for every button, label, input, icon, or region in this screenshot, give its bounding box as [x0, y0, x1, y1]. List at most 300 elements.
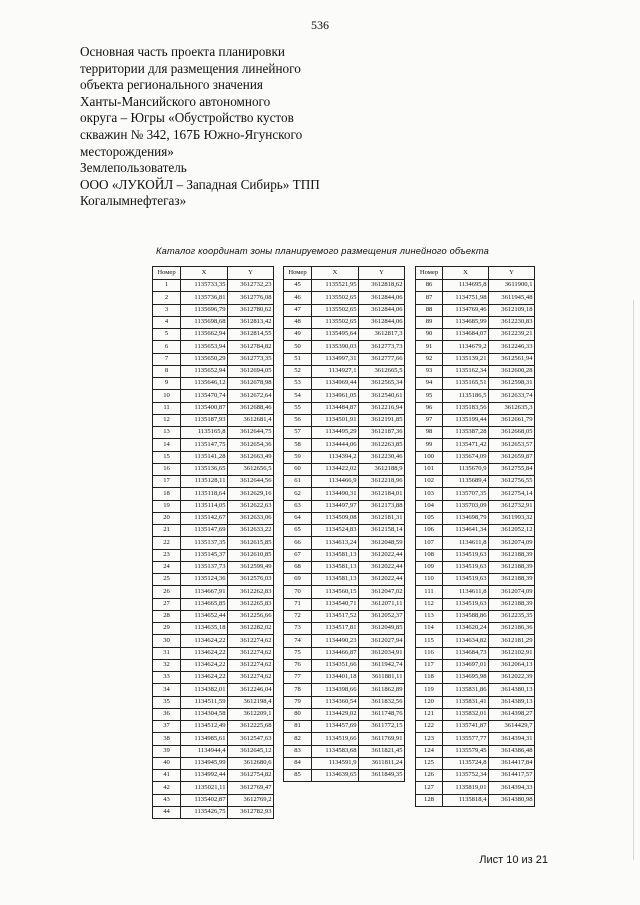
x-coordinate-cell: 1134484,87	[312, 402, 359, 414]
x-coordinate-cell: 1134466,9	[312, 476, 359, 488]
table-row	[153, 512, 274, 524]
column-header-x: X	[443, 267, 489, 280]
y-coordinate-cell: 3612282,02	[228, 623, 274, 635]
table-row	[284, 365, 405, 377]
y-coordinate-cell: 3612209,1	[228, 708, 274, 720]
table-row	[284, 304, 405, 316]
x-coordinate-cell: 1134540,71	[312, 598, 359, 610]
point-number-cell: 66	[284, 537, 312, 549]
table-row	[153, 623, 274, 635]
point-number-cell: 75	[284, 647, 312, 659]
table-row	[284, 402, 405, 414]
x-coordinate-cell: 1134641,34	[443, 525, 489, 537]
table-row	[284, 721, 405, 733]
table-row	[153, 316, 274, 328]
y-coordinate-cell: 3614394,33	[489, 782, 535, 794]
table-row	[153, 365, 274, 377]
point-number-cell: 15	[153, 451, 181, 463]
x-coordinate-cell: 1135698,68	[181, 316, 228, 328]
point-number-cell: 37	[153, 721, 181, 733]
x-coordinate-cell: 1135646,12	[181, 378, 228, 390]
y-coordinate-cell: 3612678,98	[228, 378, 274, 390]
point-number-cell: 71	[284, 598, 312, 610]
table-row	[416, 561, 535, 573]
y-coordinate-cell: 3612784,82	[228, 341, 274, 353]
table-row	[153, 476, 274, 488]
point-number-cell: 117	[416, 659, 443, 671]
y-coordinate-cell: 3612769,2	[228, 794, 274, 806]
x-coordinate-cell: 1134685,99	[443, 316, 489, 328]
x-coordinate-cell: 1134519,63	[443, 549, 489, 561]
table-row	[416, 708, 535, 720]
table-row	[153, 708, 274, 720]
x-coordinate-cell: 1135653,94	[181, 341, 228, 353]
table-row	[416, 794, 535, 806]
y-coordinate-cell: 3612274,62	[228, 672, 274, 684]
table-row	[284, 316, 405, 328]
y-coordinate-cell: 3612216,94	[359, 402, 405, 414]
table-row	[153, 635, 274, 647]
y-coordinate-cell: 3611748,76	[359, 708, 405, 720]
y-coordinate-cell: 3612780,62	[228, 304, 274, 316]
point-number-cell: 19	[153, 500, 181, 512]
y-coordinate-cell: 3612547,63	[228, 733, 274, 745]
table-row	[284, 708, 405, 720]
x-coordinate-cell: 1134679,2	[443, 341, 489, 353]
y-coordinate-cell: 3611772,15	[359, 721, 405, 733]
y-coordinate-cell: 3612598,31	[489, 378, 535, 390]
title-line: ООО «ЛУКОЙЛ – Западная Сибирь» ТПП	[80, 176, 320, 192]
y-coordinate-cell: 3612732,91	[489, 500, 535, 512]
x-coordinate-cell: 1135741,87	[443, 721, 489, 733]
point-number-cell: 13	[153, 427, 181, 439]
y-coordinate-cell: 3612191,85	[359, 414, 405, 426]
coordinates-table-2	[283, 266, 405, 782]
point-number-cell: 62	[284, 488, 312, 500]
x-coordinate-cell: 1135137,73	[181, 561, 228, 573]
x-coordinate-cell: 1135187,93	[181, 414, 228, 426]
point-number-cell: 73	[284, 623, 312, 635]
x-coordinate-cell: 1135124,36	[181, 574, 228, 586]
x-coordinate-cell: 1134519,63	[443, 598, 489, 610]
x-coordinate-cell: 1134684,73	[443, 647, 489, 659]
x-coordinate-cell: 1134588,86	[443, 610, 489, 622]
point-number-cell: 86	[416, 280, 443, 292]
y-coordinate-cell: 3612102,91	[489, 647, 535, 659]
x-coordinate-cell: 1135502,65	[312, 316, 359, 328]
point-number-cell: 77	[284, 672, 312, 684]
y-coordinate-cell: 3612615,85	[228, 537, 274, 549]
table-row	[284, 672, 405, 684]
table-row	[284, 451, 405, 463]
table-row	[284, 341, 405, 353]
x-coordinate-cell: 1134466,87	[312, 647, 359, 659]
y-coordinate-cell: 3612610,85	[228, 549, 274, 561]
y-coordinate-cell: 3612776,08	[228, 292, 274, 304]
x-coordinate-cell: 1134517,52	[312, 610, 359, 622]
point-number-cell: 18	[153, 488, 181, 500]
table-row	[416, 721, 535, 733]
table-row	[153, 390, 274, 402]
y-coordinate-cell: 3612048,59	[359, 537, 405, 549]
x-coordinate-cell: 1134519,66	[312, 733, 359, 745]
x-coordinate-cell: 1134624,22	[181, 659, 228, 671]
x-coordinate-cell: 1135141,28	[181, 451, 228, 463]
x-coordinate-cell: 1135703,09	[443, 500, 489, 512]
point-number-cell: 111	[416, 586, 443, 598]
point-number-cell: 60	[284, 463, 312, 475]
y-coordinate-cell: 3614398,27	[489, 708, 535, 720]
point-number-cell: 124	[416, 745, 443, 757]
point-number-cell: 78	[284, 684, 312, 696]
x-coordinate-cell: 1134695,8	[443, 280, 489, 292]
x-coordinate-cell: 1134613,24	[312, 537, 359, 549]
table-row	[284, 525, 405, 537]
table-row	[284, 610, 405, 622]
y-coordinate-cell: 3612844,06	[359, 316, 405, 328]
y-coordinate-cell: 3612186,36	[489, 623, 535, 635]
table-row	[416, 390, 535, 402]
table-row	[416, 574, 535, 586]
table-row	[153, 463, 274, 475]
point-number-cell: 6	[153, 341, 181, 353]
x-coordinate-cell: 1134634,82	[443, 635, 489, 647]
point-number-cell: 123	[416, 733, 443, 745]
y-coordinate-cell: 3612656,5	[228, 463, 274, 475]
x-coordinate-cell: 1135819,01	[443, 782, 489, 794]
title-line: Землепользователь	[80, 160, 187, 176]
point-number-cell: 90	[416, 329, 443, 341]
point-number-cell: 110	[416, 574, 443, 586]
x-coordinate-cell: 1134495,29	[312, 427, 359, 439]
x-coordinate-cell: 1135136,65	[181, 463, 228, 475]
y-coordinate-cell: 3612274,62	[228, 635, 274, 647]
x-coordinate-cell: 1134497,97	[312, 500, 359, 512]
x-coordinate-cell: 1134519,63	[443, 561, 489, 573]
x-coordinate-cell: 1134969,44	[312, 378, 359, 390]
point-number-cell: 80	[284, 708, 312, 720]
y-coordinate-cell: 3612756,55	[489, 476, 535, 488]
point-number-cell: 1	[153, 280, 181, 292]
column-header-x: X	[181, 267, 228, 280]
x-coordinate-cell: 1134382,01	[181, 684, 228, 696]
point-number-cell: 9	[153, 378, 181, 390]
table-row	[153, 610, 274, 622]
point-number-cell: 24	[153, 561, 181, 573]
x-coordinate-cell: 1134611,8	[443, 586, 489, 598]
x-coordinate-cell: 1135736,81	[181, 292, 228, 304]
table-row	[284, 623, 405, 635]
column-header-number: Номер	[153, 267, 181, 280]
y-coordinate-cell: 3612633,74	[489, 390, 535, 402]
y-coordinate-cell: 3612663,49	[228, 451, 274, 463]
point-number-cell: 89	[416, 316, 443, 328]
table-row	[153, 561, 274, 573]
point-number-cell: 107	[416, 537, 443, 549]
y-coordinate-cell: 3612047,02	[359, 586, 405, 598]
x-coordinate-cell: 1134401,18	[312, 672, 359, 684]
x-coordinate-cell: 1135470,74	[181, 390, 228, 402]
x-coordinate-cell: 1134624,22	[181, 647, 228, 659]
title-line: территории для размещения линейного	[80, 60, 301, 76]
point-number-cell: 36	[153, 708, 181, 720]
point-number-cell: 102	[416, 476, 443, 488]
point-number-cell: 45	[284, 280, 312, 292]
point-number-cell: 104	[416, 500, 443, 512]
table-row	[284, 537, 405, 549]
table-row	[284, 561, 405, 573]
point-number-cell: 57	[284, 427, 312, 439]
point-number-cell: 87	[416, 292, 443, 304]
table-row	[153, 806, 274, 818]
point-number-cell: 122	[416, 721, 443, 733]
point-number-cell: 43	[153, 794, 181, 806]
y-coordinate-cell: 3614417,84	[489, 757, 535, 769]
point-number-cell: 120	[416, 696, 443, 708]
point-number-cell: 92	[416, 353, 443, 365]
point-number-cell: 42	[153, 782, 181, 794]
table-row	[284, 647, 405, 659]
table-row	[416, 304, 535, 316]
x-coordinate-cell: 1135818,4	[443, 794, 489, 806]
y-coordinate-cell: 3612218,96	[359, 476, 405, 488]
y-coordinate-cell: 3612754,82	[228, 770, 274, 782]
table-row	[153, 672, 274, 684]
point-number-cell: 76	[284, 659, 312, 671]
y-coordinate-cell: 3612817,3	[359, 329, 405, 341]
point-number-cell: 7	[153, 353, 181, 365]
x-coordinate-cell: 1135670,9	[443, 463, 489, 475]
y-coordinate-cell: 3614394,31	[489, 733, 535, 745]
document-title-block	[80, 44, 380, 210]
point-number-cell: 119	[416, 684, 443, 696]
table-row	[416, 782, 535, 794]
y-coordinate-cell: 3612256,66	[228, 610, 274, 622]
point-number-cell: 8	[153, 365, 181, 377]
catalog-title: Каталог координат зоны планируемого размещения линейного объекта	[156, 246, 490, 256]
point-number-cell: 100	[416, 451, 443, 463]
x-coordinate-cell: 1135162,34	[443, 365, 489, 377]
column-header-y: Y	[489, 267, 535, 280]
table-row	[284, 745, 405, 757]
table-row	[153, 427, 274, 439]
point-number-cell: 79	[284, 696, 312, 708]
point-number-cell: 54	[284, 390, 312, 402]
table-row	[153, 353, 274, 365]
y-coordinate-cell: 3612022,44	[359, 561, 405, 573]
point-number-cell: 109	[416, 561, 443, 573]
table-row	[284, 378, 405, 390]
table-row	[153, 525, 274, 537]
table-row	[153, 488, 274, 500]
point-number-cell: 28	[153, 610, 181, 622]
point-number-cell: 22	[153, 537, 181, 549]
table-row	[153, 537, 274, 549]
x-coordinate-cell: 1134511,59	[181, 696, 228, 708]
y-coordinate-cell: 3612645,12	[228, 745, 274, 757]
table-row	[153, 329, 274, 341]
x-coordinate-cell: 1134961,05	[312, 390, 359, 402]
title-line: Ханты-Мансийского автономного	[80, 93, 271, 109]
y-coordinate-cell: 3612173,88	[359, 500, 405, 512]
table-row	[416, 341, 535, 353]
y-coordinate-cell: 3611900,1	[489, 280, 535, 292]
table-row	[416, 610, 535, 622]
table-row	[416, 525, 535, 537]
point-number-cell: 95	[416, 390, 443, 402]
y-coordinate-cell: 3612074,09	[489, 537, 535, 549]
y-coordinate-cell: 3612225,68	[228, 721, 274, 733]
point-number-cell: 2	[153, 292, 181, 304]
x-coordinate-cell: 1134304,58	[181, 708, 228, 720]
table-row	[284, 353, 405, 365]
y-coordinate-cell: 3612263,85	[359, 439, 405, 451]
x-coordinate-cell: 1135662,94	[181, 329, 228, 341]
table-row	[153, 549, 274, 561]
x-coordinate-cell: 1135674,09	[443, 451, 489, 463]
point-number-cell: 52	[284, 365, 312, 377]
x-coordinate-cell: 1134698,79	[443, 512, 489, 524]
table-row	[416, 292, 535, 304]
x-coordinate-cell: 1134517,81	[312, 623, 359, 635]
table-row	[416, 427, 535, 439]
table-row	[284, 770, 405, 782]
x-coordinate-cell: 1135114,05	[181, 500, 228, 512]
y-coordinate-cell: 3612274,62	[228, 647, 274, 659]
y-coordinate-cell: 3612198,4	[228, 696, 274, 708]
y-coordinate-cell: 3612274,62	[228, 659, 274, 671]
point-number-cell: 97	[416, 414, 443, 426]
point-number-cell: 68	[284, 561, 312, 573]
x-coordinate-cell: 1135650,29	[181, 353, 228, 365]
table-row	[284, 574, 405, 586]
y-coordinate-cell: 3612755,84	[489, 463, 535, 475]
table-row	[153, 574, 274, 586]
y-coordinate-cell: 3612052,12	[489, 525, 535, 537]
y-coordinate-cell: 3614386,48	[489, 745, 535, 757]
point-number-cell: 128	[416, 794, 443, 806]
point-number-cell: 25	[153, 574, 181, 586]
point-number-cell: 105	[416, 512, 443, 524]
point-number-cell: 121	[416, 708, 443, 720]
x-coordinate-cell: 1134695,98	[443, 672, 489, 684]
point-number-cell: 56	[284, 414, 312, 426]
point-number-cell: 38	[153, 733, 181, 745]
point-number-cell: 55	[284, 402, 312, 414]
y-coordinate-cell: 3611832,56	[359, 696, 405, 708]
table-row	[153, 757, 274, 769]
table-row	[153, 341, 274, 353]
column-header-number: Номер	[284, 267, 312, 280]
y-coordinate-cell: 3612844,06	[359, 304, 405, 316]
y-coordinate-cell: 3612661,79	[489, 414, 535, 426]
x-coordinate-cell: 1135400,87	[181, 402, 228, 414]
x-coordinate-cell: 1134457,69	[312, 721, 359, 733]
table-row	[284, 684, 405, 696]
x-coordinate-cell: 1135502,65	[312, 304, 359, 316]
x-coordinate-cell: 1134581,13	[312, 549, 359, 561]
x-coordinate-cell: 1134684,07	[443, 329, 489, 341]
table-row	[416, 280, 535, 292]
scan-edge-mark	[633, 300, 634, 860]
table-row	[416, 365, 535, 377]
y-coordinate-cell: 3614429,7	[489, 721, 535, 733]
y-coordinate-cell: 3612109,18	[489, 304, 535, 316]
x-coordinate-cell: 1134769,46	[443, 304, 489, 316]
y-coordinate-cell: 3612688,46	[228, 402, 274, 414]
x-coordinate-cell: 1135199,44	[443, 414, 489, 426]
y-coordinate-cell: 3612754,14	[489, 488, 535, 500]
point-number-cell: 118	[416, 672, 443, 684]
table-row	[284, 427, 405, 439]
table-row	[416, 353, 535, 365]
table-row	[284, 696, 405, 708]
table-row	[284, 733, 405, 745]
x-coordinate-cell: 1134560,15	[312, 586, 359, 598]
point-number-cell: 23	[153, 549, 181, 561]
x-coordinate-cell: 1134581,13	[312, 561, 359, 573]
title-line: Когалымнефтегаз»	[80, 193, 187, 209]
y-coordinate-cell: 3612246,04	[228, 684, 274, 696]
y-coordinate-cell: 3612052,37	[359, 610, 405, 622]
x-coordinate-cell: 1135696,79	[181, 304, 228, 316]
table-row	[416, 635, 535, 647]
table-row	[416, 329, 535, 341]
table-row	[153, 292, 274, 304]
point-number-cell: 93	[416, 365, 443, 377]
y-coordinate-cell: 3612599,49	[228, 561, 274, 573]
x-coordinate-cell: 1134591,9	[312, 757, 359, 769]
table-row	[416, 647, 535, 659]
y-coordinate-cell: 3612777,66	[359, 353, 405, 365]
point-number-cell: 4	[153, 316, 181, 328]
y-coordinate-cell: 3612188,9	[359, 463, 405, 475]
point-number-cell: 50	[284, 341, 312, 353]
table-row	[284, 476, 405, 488]
y-coordinate-cell: 3612668,05	[489, 427, 535, 439]
point-number-cell: 53	[284, 378, 312, 390]
y-coordinate-cell: 3611881,11	[359, 672, 405, 684]
x-coordinate-cell: 1134624,22	[181, 672, 228, 684]
point-number-cell: 96	[416, 402, 443, 414]
y-coordinate-cell: 3612681,4	[228, 414, 274, 426]
y-coordinate-cell: 3612022,44	[359, 574, 405, 586]
table-row	[416, 451, 535, 463]
x-coordinate-cell: 1134697,01	[443, 659, 489, 671]
y-coordinate-cell: 3612262,83	[228, 586, 274, 598]
table-row	[153, 439, 274, 451]
column-header-y: Y	[359, 267, 405, 280]
title-line: Основная часть проекта планировки	[80, 44, 285, 59]
y-coordinate-cell: 3612027,94	[359, 635, 405, 647]
table-row	[153, 794, 274, 806]
y-coordinate-cell: 3612644,75	[228, 427, 274, 439]
table-row	[153, 721, 274, 733]
table-row	[284, 512, 405, 524]
table-row	[284, 329, 405, 341]
y-coordinate-cell: 3612181,31	[359, 512, 405, 524]
y-coordinate-cell: 3612773,73	[359, 341, 405, 353]
x-coordinate-cell: 1135831,41	[443, 696, 489, 708]
x-coordinate-cell: 1135733,35	[181, 280, 228, 292]
x-coordinate-cell: 1134429,02	[312, 708, 359, 720]
y-coordinate-cell: 3614380,98	[489, 794, 535, 806]
point-number-cell: 16	[153, 463, 181, 475]
x-coordinate-cell: 1135147,69	[181, 525, 228, 537]
table-row	[284, 598, 405, 610]
x-coordinate-cell: 1135652,94	[181, 365, 228, 377]
table-row	[284, 757, 405, 769]
